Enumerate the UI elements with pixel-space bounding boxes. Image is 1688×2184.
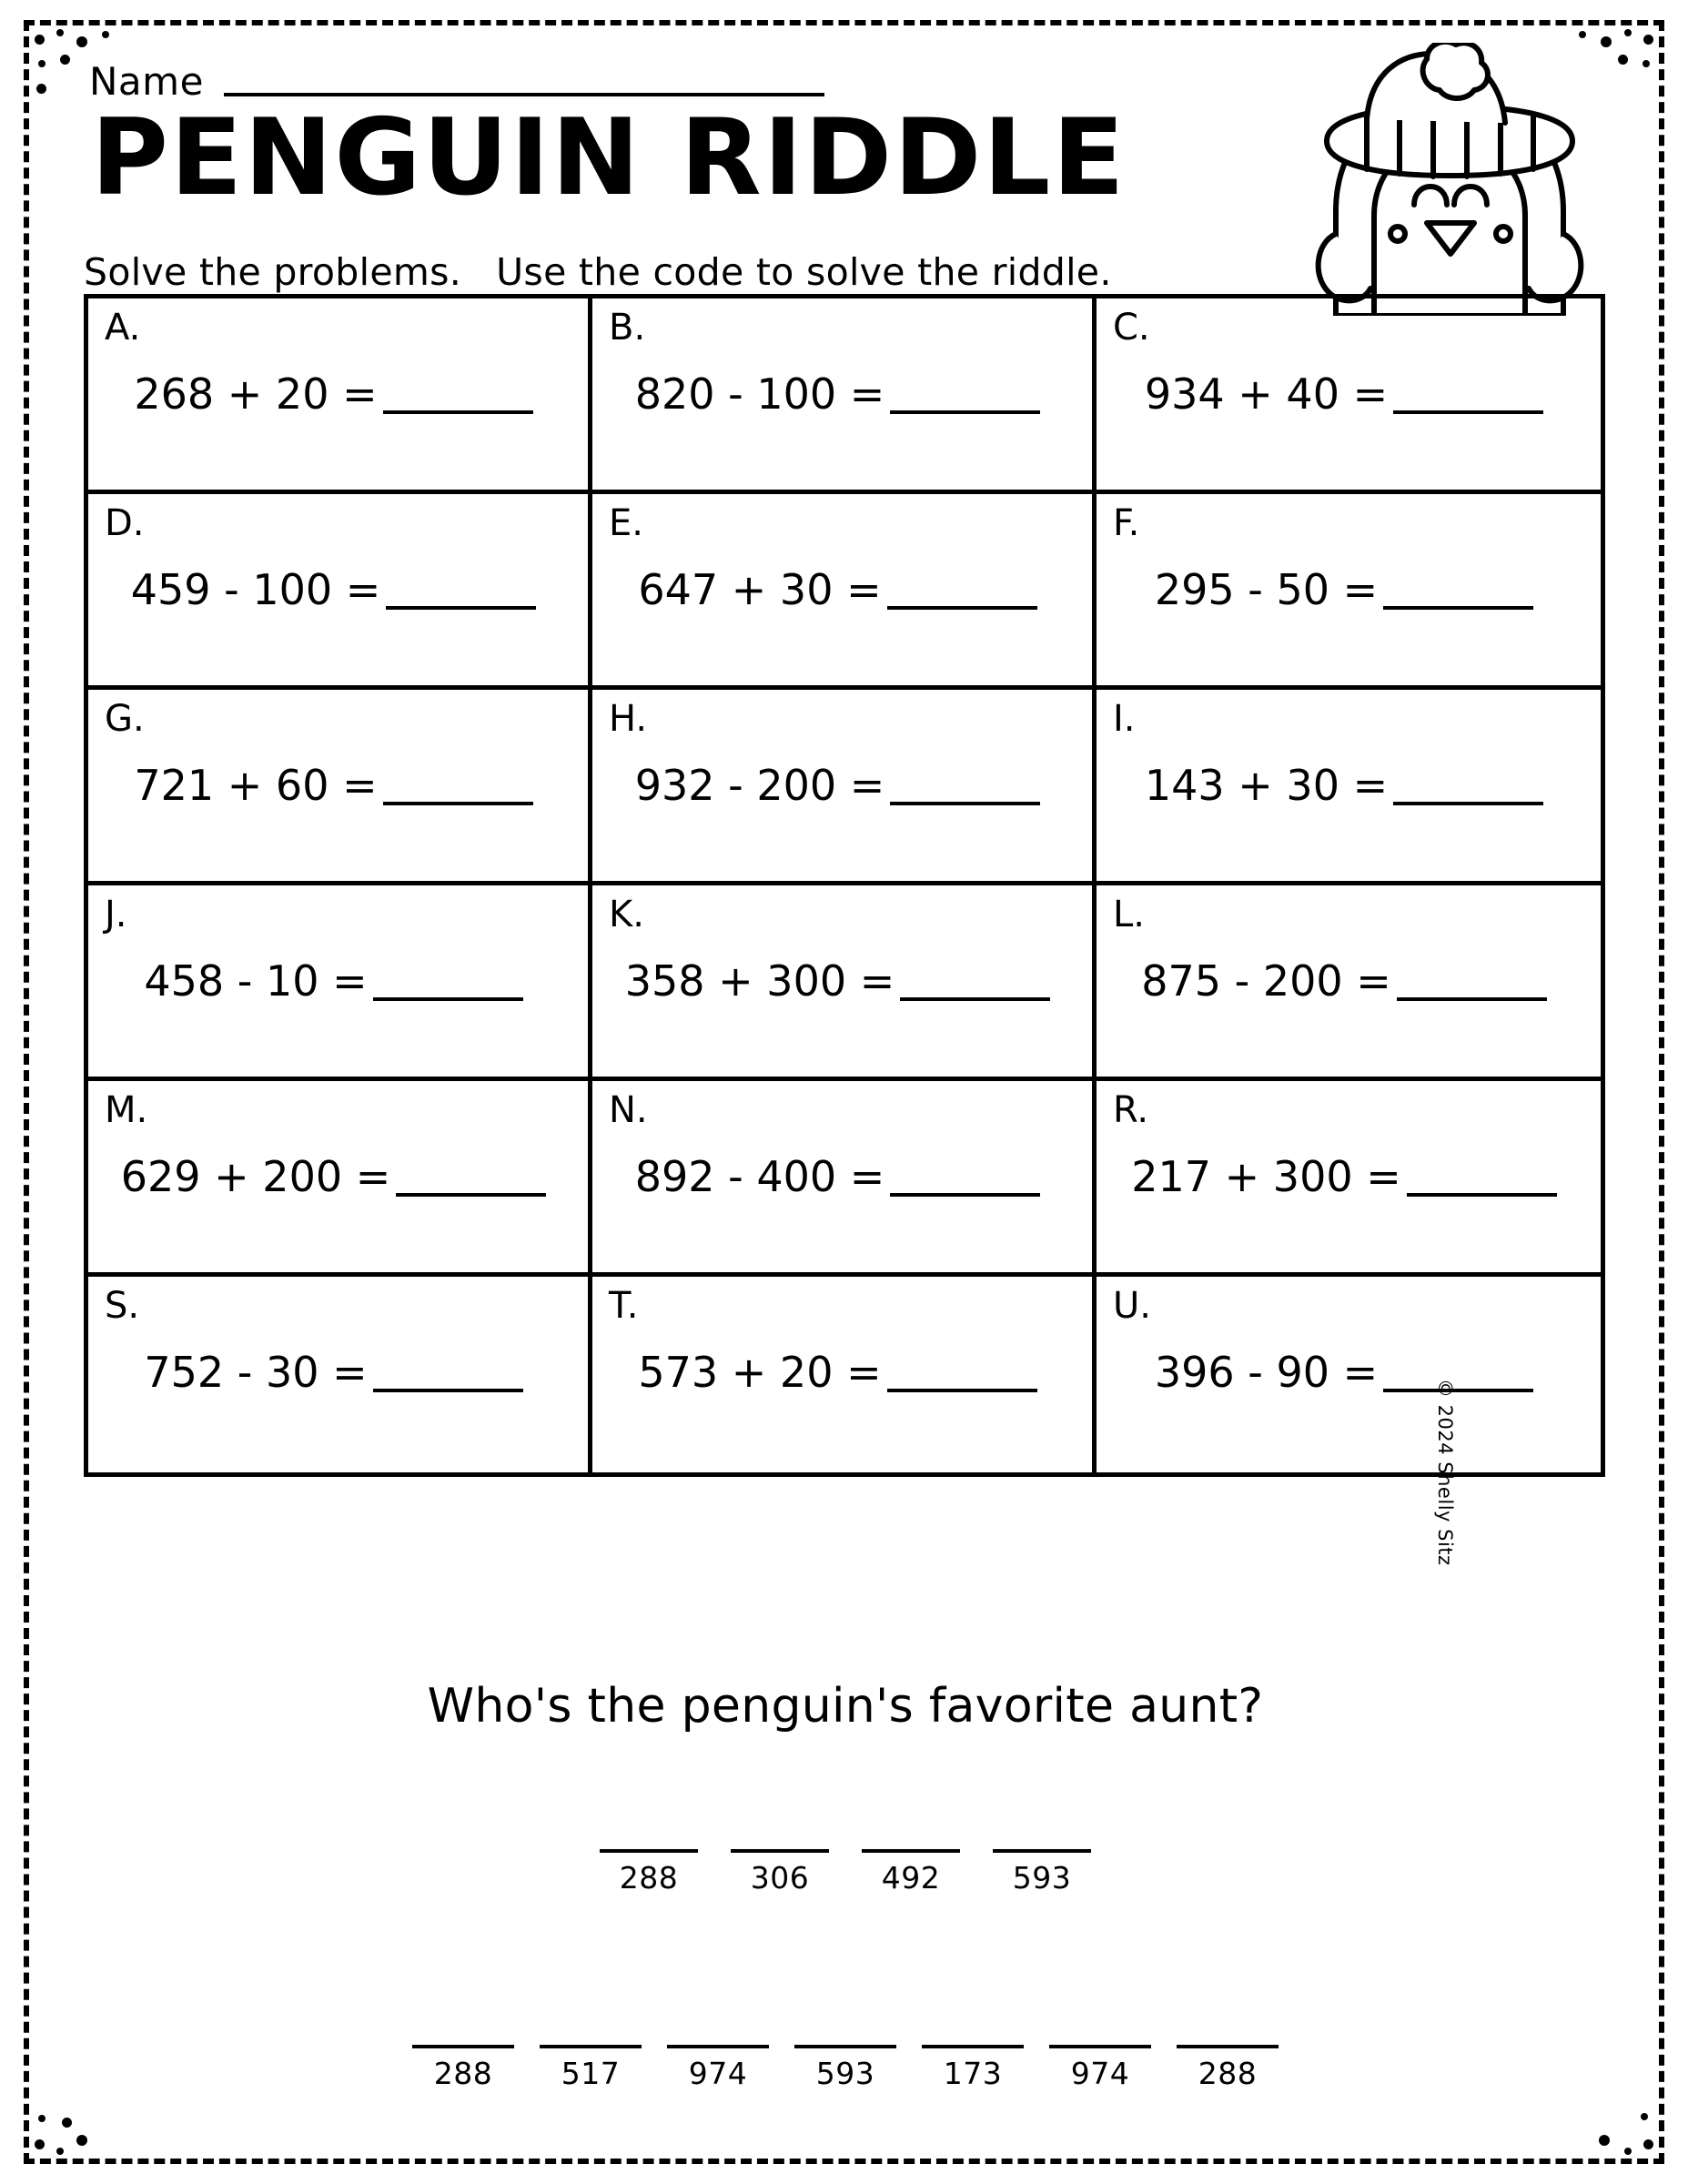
problem-expression xyxy=(592,1348,1083,1397)
problem-text: 358 + 300 = xyxy=(624,956,895,1006)
riddle-answer-line[interactable] xyxy=(922,2043,1024,2048)
problem-letter: J. xyxy=(105,894,127,935)
problem-cell[interactable] xyxy=(592,690,1097,885)
problem-letter: S. xyxy=(105,1285,140,1327)
instructions xyxy=(84,250,1112,294)
problem-expression xyxy=(592,956,1083,1006)
problem-cell[interactable] xyxy=(1097,1277,1601,1472)
problem-text: 573 + 20 = xyxy=(638,1348,882,1397)
riddle-answer-line[interactable] xyxy=(540,2043,642,2048)
answer-blank[interactable] xyxy=(900,996,1050,1001)
riddle-answer-code: 517 xyxy=(561,2056,621,2091)
problem-expression xyxy=(592,369,1083,419)
problem-cell[interactable] xyxy=(1097,885,1601,1081)
problem-text: 458 - 10 = xyxy=(144,956,368,1006)
answer-blank[interactable] xyxy=(890,1191,1040,1197)
problem-expression xyxy=(1097,956,1592,1006)
problem-expression xyxy=(88,1152,579,1201)
answer-blank[interactable] xyxy=(396,1191,546,1197)
riddle-answer-row-1 xyxy=(64,1847,1627,1896)
problem-letter: H. xyxy=(609,698,648,740)
problem-expression xyxy=(592,565,1083,614)
problem-text: 268 + 20 = xyxy=(134,369,378,419)
problem-letter: L. xyxy=(1113,894,1145,935)
riddle-answer-code: 288 xyxy=(433,2056,493,2091)
problem-expression xyxy=(592,761,1083,810)
answer-blank[interactable] xyxy=(887,604,1037,610)
instructions-part-2: Use the code to solve the riddle. xyxy=(496,250,1112,294)
problem-expression xyxy=(1097,1348,1592,1397)
problem-expression xyxy=(88,565,579,614)
riddle-answer-code: 288 xyxy=(619,1860,679,1896)
riddle-answer-line[interactable] xyxy=(794,2043,896,2048)
riddle-answer-code: 288 xyxy=(1198,2056,1258,2091)
problem-text: 752 - 30 = xyxy=(144,1348,368,1397)
problem-cell[interactable] xyxy=(592,298,1097,494)
answer-blank[interactable] xyxy=(1393,800,1543,805)
riddle-answer-code: 173 xyxy=(943,2056,1003,2091)
worksheet-content xyxy=(64,50,1627,2134)
problem-text: 820 - 100 = xyxy=(634,369,885,419)
problem-cell[interactable] xyxy=(592,885,1097,1081)
riddle-answer-line[interactable] xyxy=(731,1847,829,1853)
answer-blank[interactable] xyxy=(1393,409,1543,414)
problem-text: 396 - 90 = xyxy=(1154,1348,1379,1397)
riddle-answer-slot[interactable] xyxy=(794,2043,896,2091)
riddle-answer-code: 593 xyxy=(1012,1860,1072,1896)
problem-expression xyxy=(88,956,579,1006)
riddle-answer-slot[interactable] xyxy=(600,1847,698,1896)
problem-text: 459 - 100 = xyxy=(130,565,381,614)
problem-cell[interactable] xyxy=(88,1081,592,1277)
riddle-answer-slot[interactable] xyxy=(922,2043,1024,2091)
problem-text: 295 - 50 = xyxy=(1154,565,1379,614)
riddle-answer-slot[interactable] xyxy=(1049,2043,1151,2091)
problem-cell[interactable] xyxy=(88,298,592,494)
problem-cell[interactable] xyxy=(1097,690,1601,885)
riddle-answer-slot[interactable] xyxy=(993,1847,1091,1896)
riddle-answer-line[interactable] xyxy=(993,1847,1091,1853)
answer-blank[interactable] xyxy=(887,1387,1037,1392)
answer-blank[interactable] xyxy=(373,996,523,1001)
problem-letter: A. xyxy=(105,307,141,349)
problem-cell[interactable] xyxy=(592,1081,1097,1277)
problem-letter: M. xyxy=(105,1089,148,1131)
riddle-answer-slot[interactable] xyxy=(667,2043,769,2091)
page-title: PENGUIN RIDDLE xyxy=(91,96,1127,219)
problem-expression xyxy=(1097,761,1592,810)
problem-letter: R. xyxy=(1113,1089,1149,1131)
problem-expression xyxy=(88,369,579,419)
riddle-answer-line[interactable] xyxy=(412,2043,514,2048)
answer-blank[interactable] xyxy=(386,604,536,610)
riddle-answer-line[interactable] xyxy=(600,1847,698,1853)
riddle-answer-slot[interactable] xyxy=(540,2043,642,2091)
problem-expression xyxy=(88,761,579,810)
problem-text: 875 - 200 = xyxy=(1141,956,1391,1006)
problem-cell[interactable] xyxy=(88,1277,592,1472)
answer-blank[interactable] xyxy=(890,409,1040,414)
problem-letter: I. xyxy=(1113,698,1136,740)
riddle-answer-slot[interactable] xyxy=(862,1847,960,1896)
problem-letter: U. xyxy=(1113,1285,1151,1327)
problem-text: 629 + 200 = xyxy=(120,1152,391,1201)
riddle-answer-line[interactable] xyxy=(1177,2043,1279,2048)
answer-blank[interactable] xyxy=(1407,1191,1557,1197)
problem-expression xyxy=(1097,565,1592,614)
problem-text: 721 + 60 = xyxy=(134,761,378,810)
riddle-answer-slot[interactable] xyxy=(412,2043,514,2091)
instructions-part-1: Solve the problems. xyxy=(84,250,462,294)
problem-text: 892 - 400 = xyxy=(634,1152,885,1201)
problem-text: 217 + 300 = xyxy=(1131,1152,1401,1201)
problem-cell[interactable] xyxy=(592,1277,1097,1472)
name-label: Name xyxy=(89,59,204,104)
problem-expression xyxy=(592,1152,1083,1201)
riddle-answer-line[interactable] xyxy=(667,2043,769,2048)
riddle-answer-slot[interactable] xyxy=(1177,2043,1279,2091)
riddle-answer-row-2 xyxy=(64,2043,1627,2091)
problem-letter: T. xyxy=(609,1285,639,1327)
problem-cell[interactable] xyxy=(592,494,1097,690)
riddle-answer-code: 974 xyxy=(688,2056,748,2091)
problem-letter: D. xyxy=(105,502,145,544)
problems-grid xyxy=(84,294,1605,1477)
problem-cell[interactable] xyxy=(1097,1081,1601,1277)
riddle-answer-line[interactable] xyxy=(1049,2043,1151,2048)
problem-letter: N. xyxy=(609,1089,648,1131)
answer-blank[interactable] xyxy=(1383,1387,1533,1392)
riddle-answer-code: 492 xyxy=(881,1860,941,1896)
problem-text: 647 + 30 = xyxy=(638,565,882,614)
problem-expression xyxy=(88,1348,579,1397)
riddle-question: Who's the penguin's favorite aunt? xyxy=(427,1679,1264,1734)
riddle-answer-code: 974 xyxy=(1070,2056,1130,2091)
problem-letter: B. xyxy=(609,307,646,349)
riddle-answer-line[interactable] xyxy=(862,1847,960,1853)
problem-text: 934 + 40 = xyxy=(1144,369,1389,419)
answer-blank[interactable] xyxy=(373,1387,523,1392)
riddle-answer-code: 593 xyxy=(815,2056,875,2091)
problem-letter: C. xyxy=(1113,307,1150,349)
answer-blank[interactable] xyxy=(1397,996,1547,1001)
problem-cell[interactable] xyxy=(88,494,592,690)
answer-blank[interactable] xyxy=(890,800,1040,805)
problem-letter: K. xyxy=(609,894,644,935)
problem-text: 932 - 200 = xyxy=(634,761,885,810)
penguin-illustration xyxy=(1299,43,1600,316)
answer-blank[interactable] xyxy=(383,409,533,414)
problem-cell[interactable] xyxy=(1097,494,1601,690)
problem-cell[interactable] xyxy=(88,690,592,885)
problem-text: 143 + 30 = xyxy=(1144,761,1389,810)
riddle-answer-code: 306 xyxy=(750,1860,810,1896)
problem-letter: E. xyxy=(609,502,643,544)
problem-cell[interactable] xyxy=(1097,298,1601,494)
answer-blank[interactable] xyxy=(383,800,533,805)
problem-cell[interactable] xyxy=(88,885,592,1081)
problem-expression xyxy=(1097,1152,1592,1201)
problem-letter: G. xyxy=(105,698,145,740)
problem-expression xyxy=(1097,369,1592,419)
copyright-notice: © 2024 Shelly Sitz xyxy=(1434,1379,1457,1566)
problem-letter: F. xyxy=(1113,502,1140,544)
riddle-answer-slot[interactable] xyxy=(731,1847,829,1896)
answer-blank[interactable] xyxy=(1383,604,1533,610)
